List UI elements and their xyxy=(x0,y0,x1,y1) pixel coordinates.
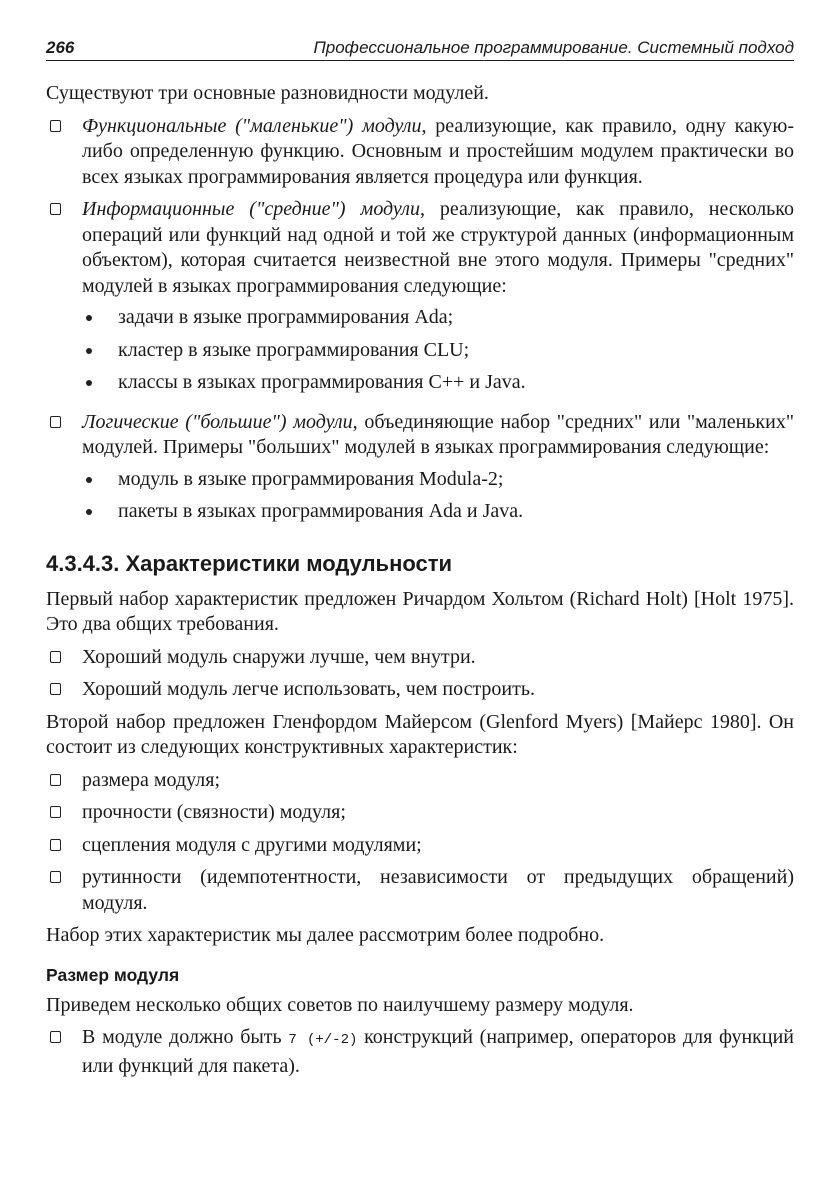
code-fragment: 7 (+/-2) xyxy=(288,1032,358,1048)
checkbox-bullet-icon xyxy=(46,677,82,703)
list-item: модуль в языке программирования Modula-2; xyxy=(82,467,794,493)
running-title: Профессиональное программирование. Системный подход xyxy=(313,38,794,57)
checkbox-bullet-icon xyxy=(46,645,82,671)
checkbox-bullet-icon xyxy=(46,768,82,794)
list-item: кластер в языке программирования CLU; xyxy=(82,338,794,364)
list-item: пакеты в языках программирования Ada и Java. xyxy=(82,499,794,525)
checkbox-bullet-icon xyxy=(46,865,82,916)
holt-requirement: Хороший модуль снаружи лучше, чем внутри. xyxy=(46,645,794,671)
list-item: задачи в языке программирования Ada; xyxy=(82,305,794,331)
checkbox-bullet-icon xyxy=(46,833,82,859)
checkbox-bullet-icon xyxy=(46,410,82,532)
checkbox-bullet-icon xyxy=(46,800,82,826)
checkbox-bullet-icon xyxy=(46,1025,82,1079)
book-page xyxy=(46,38,794,1086)
intro-paragraph: Существуют три основные разновидности модулей. xyxy=(46,82,489,104)
bullet-dot-icon xyxy=(82,370,118,396)
module-type-logical xyxy=(46,410,794,532)
list-item: классы в языках программирования C++ и Java. xyxy=(82,370,794,396)
closing-paragraph: Набор этих характеристик мы далее рассмотрим более подробно. xyxy=(46,924,605,946)
myers-characteristic: сцепления модуля с другими модулями; xyxy=(46,833,794,859)
myers-characteristic: размера модуля; xyxy=(46,768,794,794)
module-type-text: Логические ("большие") модули, объединяющие набор "средних" или "маленьких" модулей. Примеры "больших" модулей в языках программирования следующие: модуль в языке программирования Modula-2; пакеты в языках программирования Ada и Java. xyxy=(82,410,794,532)
module-type-functional xyxy=(46,114,794,191)
module-type-informational xyxy=(46,197,794,403)
checkbox-bullet-icon xyxy=(46,197,82,403)
module-type-text: Функциональные ("маленькие") модули, реализующие, как правило, одну какую-либо определенную функцию. Основным и простейшим модулем практически во всех языках программирования является процедура или функция. xyxy=(82,114,794,188)
myers-paragraph: Второй набор предложен Гленфордом Майерсом (Glenford Myers) [Майерс 1980]. Он состоит из следующих конструктивных характеристик: xyxy=(46,710,794,758)
module-type-term: Функциональные ("маленькие") модули xyxy=(82,114,422,137)
bullet-dot-icon xyxy=(82,499,118,525)
holt-paragraph: Первый набор характеристик предложен Ричардом Хольтом (Richard Holt) [Holt 1975]. Это два общих требования. xyxy=(46,587,794,635)
page-number: 266 xyxy=(46,38,75,57)
page-content xyxy=(46,81,794,1079)
holt-requirement: Хороший модуль легче использовать, чем построить. xyxy=(46,677,794,703)
checkbox-bullet-icon xyxy=(46,114,82,191)
bullet-dot-icon xyxy=(82,305,118,331)
bullet-dot-icon xyxy=(82,338,118,364)
module-type-text: Информационные ("средние") модули, реализующие, как правило, несколько операций или функций над одной и той же структурой данных (информационным объектом), которая считается неизвестной вне этого модуля. Примеры "средних" модулей в языках программирования следующие: задачи в языке программирования Ada; кластер в языке программирования CLU; классы в языках программирования C++ и Java. xyxy=(82,197,794,403)
module-type-term: Логические ("большие") модули xyxy=(82,410,353,433)
running-header xyxy=(46,38,794,61)
size-paragraph: Приведем несколько общих советов по наилучшему размеру модуля. xyxy=(46,993,634,1016)
bullet-dot-icon xyxy=(82,467,118,493)
size-advice: В модуле должно быть 7 (+/-2) конструкций (например, операторов для функций или функций для пакета). xyxy=(46,1025,794,1079)
example-list xyxy=(82,305,794,396)
section-heading: 4.3.4.3. Характеристики модульности xyxy=(46,550,453,576)
example-list xyxy=(82,467,794,525)
subsection-heading: Размер модуля xyxy=(46,964,180,985)
myers-characteristic: прочности (связности) модуля; xyxy=(46,800,794,826)
module-type-term: Информационные ("средние") модули xyxy=(82,198,420,220)
myers-characteristic: рутинности (идемпотентности, независимости от предыдущих обращений) модуля. xyxy=(46,865,794,916)
